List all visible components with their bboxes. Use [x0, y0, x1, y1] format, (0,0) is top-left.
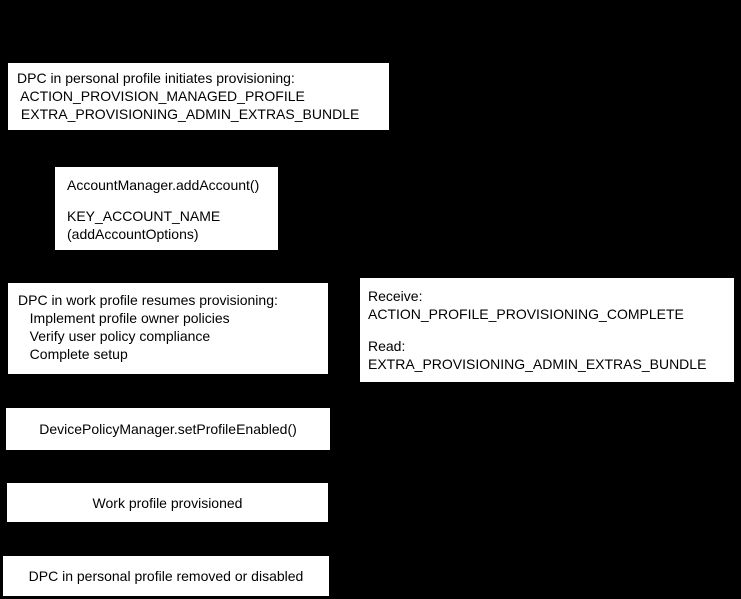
- box-dpc-removed-or-disabled: [3, 556, 329, 596]
- box-set-profile-enabled: [6, 408, 330, 450]
- box-line: AccountManager.addAccount(): [67, 177, 260, 193]
- box-line: Receive:: [368, 288, 423, 304]
- box-line: EXTRA_PROVISIONING_ADMIN_EXTRAS_BUNDLE: [368, 356, 707, 372]
- box-line: Read:: [368, 338, 406, 354]
- box-line: Work profile provisioned: [92, 494, 243, 511]
- box-line: Verify user policy compliance: [18, 328, 211, 344]
- line-spacer: [67, 194, 266, 207]
- box-line: EXTRA_PROVISIONING_ADMIN_EXTRAS_BUNDLE: [17, 106, 360, 122]
- box-dpc-resumes-provisioning: [8, 283, 328, 374]
- box-line: DPC in personal profile removed or disabled: [28, 568, 304, 584]
- box-dpc-initiates-provisioning: [8, 63, 389, 130]
- box-work-profile-provisioned: [7, 483, 328, 522]
- box-line: Complete setup: [18, 346, 128, 362]
- box-receive-provisioning-complete: [360, 278, 734, 382]
- box-line: KEY_ACCOUNT_NAME: [67, 208, 221, 224]
- box-line: Implement profile owner policies: [18, 310, 230, 326]
- box-line: ACTION_PROFILE_PROVISIONING_COMPLETE: [368, 306, 684, 322]
- box-line: DPC in personal profile initiates provisioning:: [17, 70, 295, 86]
- box-line: ACTION_PROVISION_MANAGED_PROFILE: [17, 88, 305, 104]
- box-account-manager-add-account: [55, 167, 278, 250]
- box-line: DPC in work profile resumes provisioning:: [18, 292, 278, 308]
- line-spacer: [368, 323, 726, 337]
- box-line: DevicePolicyManager.setProfileEnabled(): [39, 421, 297, 437]
- box-line: (addAccountOptions): [67, 226, 199, 242]
